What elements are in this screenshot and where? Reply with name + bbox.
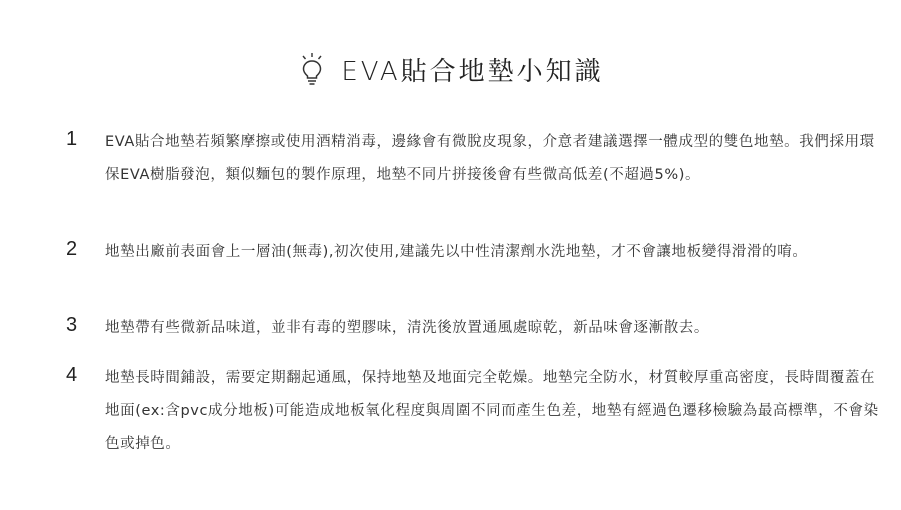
tip-item [60,126,880,236]
lightbulb-icon [297,52,327,86]
tip-item [60,312,880,362]
title-text: EVA貼合地墊小知識 [341,56,604,87]
tip-number: 2 [66,238,78,260]
tip-number: 4 [66,364,78,386]
tip-number: 3 [66,314,78,336]
tip-text: 地墊帶有些微新品味道，並非有毒的塑膠味，清洗後放置通風處晾乾，新品味會逐漸散去。 [105,320,709,336]
tips-list [60,126,880,462]
tip-item [60,362,880,462]
tip-text: 地墊長時間鋪設，需要定期翻起通風，保持地墊及地面完全乾燥。地墊完全防水，材質較厚重高密度，長時間覆蓋在地面(ex:含pvc成分地板)可能造成地板氧化程度與周圍不同而產生色差，地墊有經過色遷移檢驗為最高標準，不會染色或掉色。 [105,370,879,452]
tip-item [60,236,880,312]
page-title [0,44,901,94]
tip-number: 1 [66,128,78,150]
tip-text: 地墊出廠前表面會上一層油(無毒),初次使用,建議先以中性清潔劑水洗地墊，才不會讓地板變得滑滑的唷。 [105,244,808,260]
tip-text: EVA貼合地墊若頻繁摩擦或使用酒精消毒，邊緣會有微脫皮現象，介意者建議選擇一體成型的雙色地墊。我們採用環保EVA樹脂發泡，類似麵包的製作原理，地墊不同片拼接後會有些微高低差(不超過5%)。 [105,134,875,183]
